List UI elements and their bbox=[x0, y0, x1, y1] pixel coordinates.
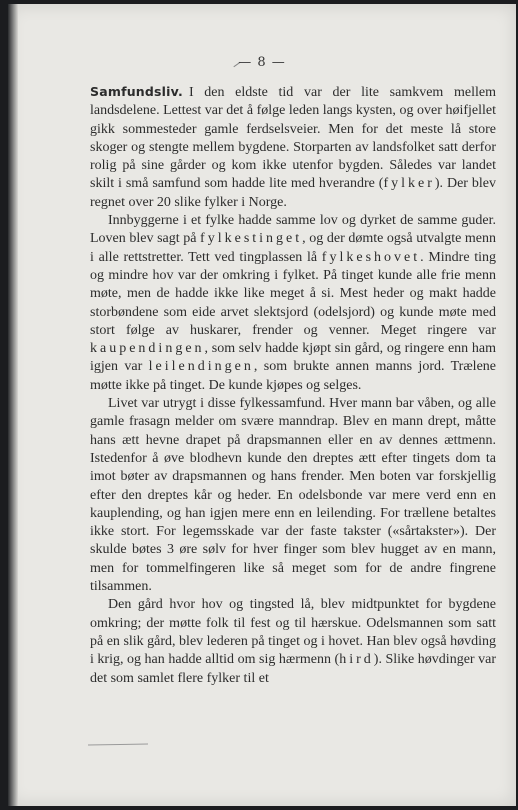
text-run: Livet var utrygt i disse fylkessamfund. Hver mann bar våben, og alle gamle frasagn melder om svære manndrap. Blev en mann drept, måtte hans ætt hevne drapet på drapsmannen eller en av dennes ættmenn. Istedenfor å øve blodhevn kunde den dreptes ætt efter tingets dom ta imot bøter av drapsmannen og hans frender. Men boten var forskjellig efter den dreptes kår og heder. En odelsbonde var mere verd enn en kauplending, og han igjen mere enn en leilending. For trællene betaltes ikke stort. For legemsskade var der faste takster («sårtakster»). Der skulde bøtes 3 øre sølv for hver finger som blev hugget av en mann, men for tommelfingeren like så meget som for de andre fingrene tilsammen. bbox=[90, 396, 496, 595]
paragraph bbox=[90, 83, 496, 212]
paragraph bbox=[90, 395, 496, 596]
text-run: Innbyggerne i et fylke hadde samme lov og dyrket de samme guder. Loven blev sagt på bbox=[90, 213, 496, 247]
paragraph-text bbox=[90, 213, 496, 393]
paragraph-text bbox=[90, 597, 496, 685]
spaced-term: fylkestinget bbox=[200, 231, 303, 247]
text-run: , og der dømte også utvalgte menn i alle rettstretter. Tett ved tingplassen lå bbox=[90, 231, 496, 265]
page-number: — 8 — bbox=[238, 55, 286, 70]
paragraph bbox=[90, 596, 496, 687]
body-text bbox=[90, 83, 496, 688]
text-run: . Mindre ting og mindre hov var der omkring i fylket. På tinget kunde alle frie menn møte, men de hadde ikke like meget å si. Mest heder og makt hadde storbøndene som eide arvet slektsjord (odelsjord) og kunde møte med stort følge av huskarer, frender og venner. Meget ringere var bbox=[90, 249, 496, 338]
spaced-term: fylkeshovet bbox=[321, 249, 421, 265]
text-run: , som selv hadde kjøpt sin gård, og ringere enn ham igjen var bbox=[90, 341, 496, 375]
text-run: ). Slike høvdinger var det som samlet flere fylker til et bbox=[90, 652, 496, 686]
paragraph-text bbox=[90, 85, 496, 210]
section-heading: Samfundsliv. bbox=[90, 84, 183, 99]
text-run: ). Der blev regnet over 20 slike fylker i Norge. bbox=[90, 176, 496, 210]
spaced-term: kaupendingen bbox=[90, 341, 205, 357]
spaced-term: leilendingen bbox=[148, 359, 254, 375]
spaced-term: fylker bbox=[383, 176, 435, 192]
paragraph bbox=[90, 212, 496, 395]
spaced-term: hird bbox=[339, 652, 374, 668]
text-run: I den eldste tid var der lite samkvem mellem landsdelene. Lettest var det å følge leden langs kysten, og over høifjellet gikk sommesteder gamle ferdselsveier. Men for det meste lå store skoger og stengte mellem bygdene. Storparten av landsfolket satt derfor rolig på sine gårder og kom ikke utenfor bygden. Således var landet skilt i små samfund som hadde lite med hverandre ( bbox=[90, 85, 496, 192]
book-page bbox=[8, 4, 516, 806]
margin-underline-mark bbox=[88, 743, 148, 745]
paragraph-text bbox=[90, 396, 496, 594]
page-edge-shadow bbox=[8, 4, 18, 806]
text-run: , som brukte annen manns jord. Trælene møtte ikke på tinget. De kunde kjøpes og selges. bbox=[90, 359, 497, 393]
text-run: Den gård hvor hov og tingsted lå, blev midtpunktet for bygdene omkring; der møtte folk til fest og til hærskue. Odelsmannen som satt på en slik gård, blev lederen på tinget og i hovet. Han blev også høvding i krig, og han hadde alltid om sig hærmenn ( bbox=[90, 597, 496, 668]
